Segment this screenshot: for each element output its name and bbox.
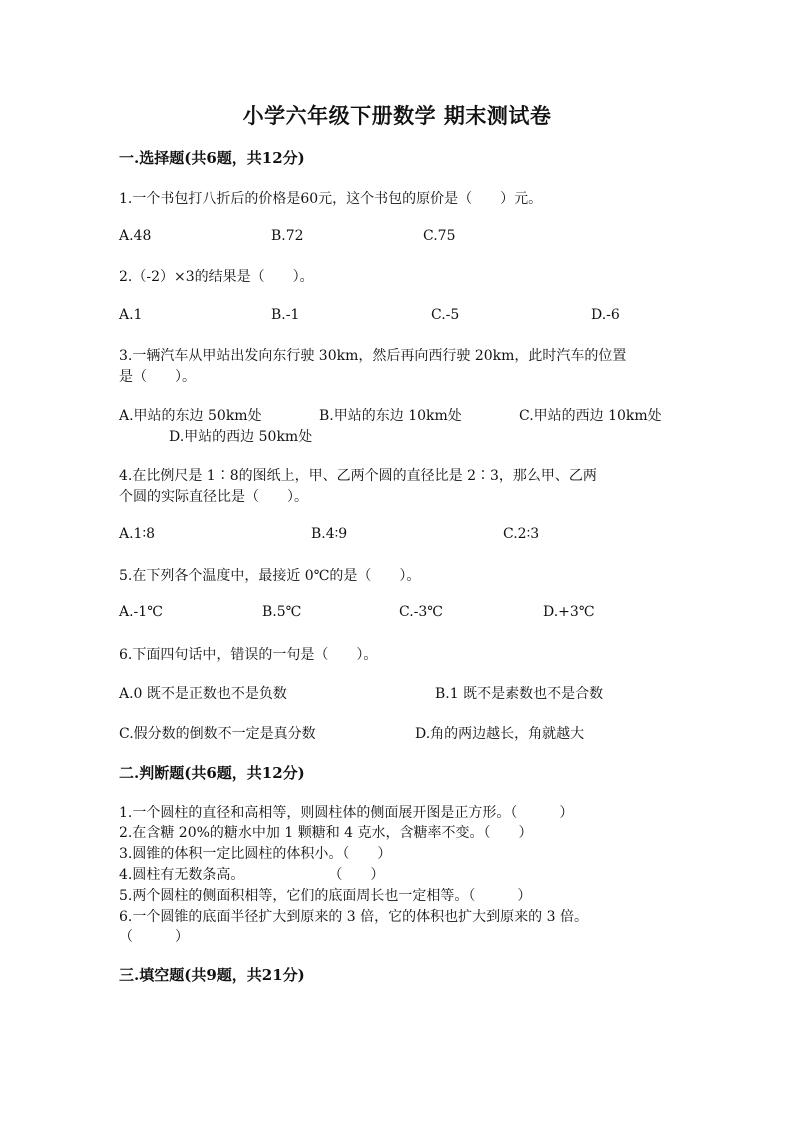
- question-3-option-a: A.甲站的东边 50km处: [119, 408, 262, 424]
- question-4-option-b: B.4∶9: [311, 526, 348, 542]
- question-4-option-c: C.2∶3: [503, 526, 540, 542]
- section-heading-fill-blank: 三.填空题(共9题，共21分): [119, 966, 305, 984]
- question-2-option-b: B.-1: [271, 307, 300, 323]
- question-4-stem-line-1: 4.在比例尺是 1∶8的图纸上，甲、乙两个圆的直径比是 2∶3，那么甲、乙两: [119, 468, 597, 484]
- tf-item-1: 1.一个圆柱的直径和高相等，则圆柱体的侧面展开图是正方形。（ ）: [119, 805, 574, 821]
- question-6-option-a: A.0 既不是正数也不是负数: [119, 686, 287, 702]
- question-3-option-c: C.甲站的西边 10km处: [519, 408, 662, 424]
- question-6-option-b: B.1 既不是素数也不是合数: [435, 686, 604, 702]
- question-1-option-c: C.75: [423, 228, 456, 244]
- tf-item-6: 6.一个圆锥的底面半径扩大到原来的 3 倍，它的体积也扩大到原来的 3 倍。: [119, 909, 588, 925]
- question-1-option-b: B.72: [271, 228, 304, 244]
- question-2-option-d: D.-6: [591, 307, 620, 323]
- section-heading-true-false: 二.判断题(共6题，共12分): [119, 764, 305, 782]
- tf-item-4: 4.圆柱有无数条高。 （ ）: [119, 867, 385, 883]
- question-5-option-d: D.+3℃: [543, 604, 595, 620]
- question-6-option-d: D.角的两边越长，角就越大: [415, 726, 585, 742]
- question-6-stem: 6.下面四句话中，错误的一句是（ ）。: [119, 647, 378, 663]
- question-4-option-a: A.1∶8: [119, 526, 156, 542]
- question-5-option-c: C.-3℃: [399, 604, 443, 620]
- tf-item-2: 2.在含糖 20%的糖水中加 1 颗糖和 4 克水，含糖率不变。（ ）: [119, 825, 533, 841]
- question-2-option-c: C.-5: [431, 307, 460, 323]
- section-heading-choice: 一.选择题(共6题，共12分): [119, 149, 305, 167]
- tf-item-6-continuation: （ ）: [119, 929, 189, 945]
- question-3-option-b: B.甲站的东边 10km处: [319, 408, 462, 424]
- question-5-option-b: B.5℃: [262, 604, 302, 620]
- page-title: 小学六年级下册数学 期末测试卷: [242, 103, 552, 128]
- question-5-stem: 5.在下列各个温度中，最接近 0℃的是（ ）。: [119, 568, 421, 584]
- question-2-stem: 2.（-2）×3的结果是（ ）。: [119, 269, 314, 285]
- question-3-stem-line-1: 3.一辆汽车从甲站出发向东行驶 30km，然后再向西行驶 20km，此时汽车的位置: [119, 348, 627, 364]
- question-3-stem-line-2: 是（ ）。: [119, 369, 196, 385]
- question-3-option-d: D.甲站的西边 50km处: [169, 429, 313, 445]
- question-2-option-a: A.1: [119, 307, 143, 323]
- question-4-stem-line-2: 个圆的实际直径比是（ ）。: [119, 489, 308, 505]
- question-1-option-a: A.48: [119, 228, 152, 244]
- question-5-option-a: A.-1℃: [119, 604, 163, 620]
- tf-item-3: 3.圆锥的体积一定比圆柱的体积小。（ ）: [119, 846, 392, 862]
- tf-item-5: 5.两个圆柱的侧面积相等，它们的底面周长也一定相等。（ ）: [119, 888, 532, 904]
- question-1-stem: 1.一个书包打八折后的价格是60元，这个书包的原价是（ ）元。: [119, 191, 543, 207]
- question-6-option-c: C.假分数的倒数不一定是真分数: [119, 726, 316, 742]
